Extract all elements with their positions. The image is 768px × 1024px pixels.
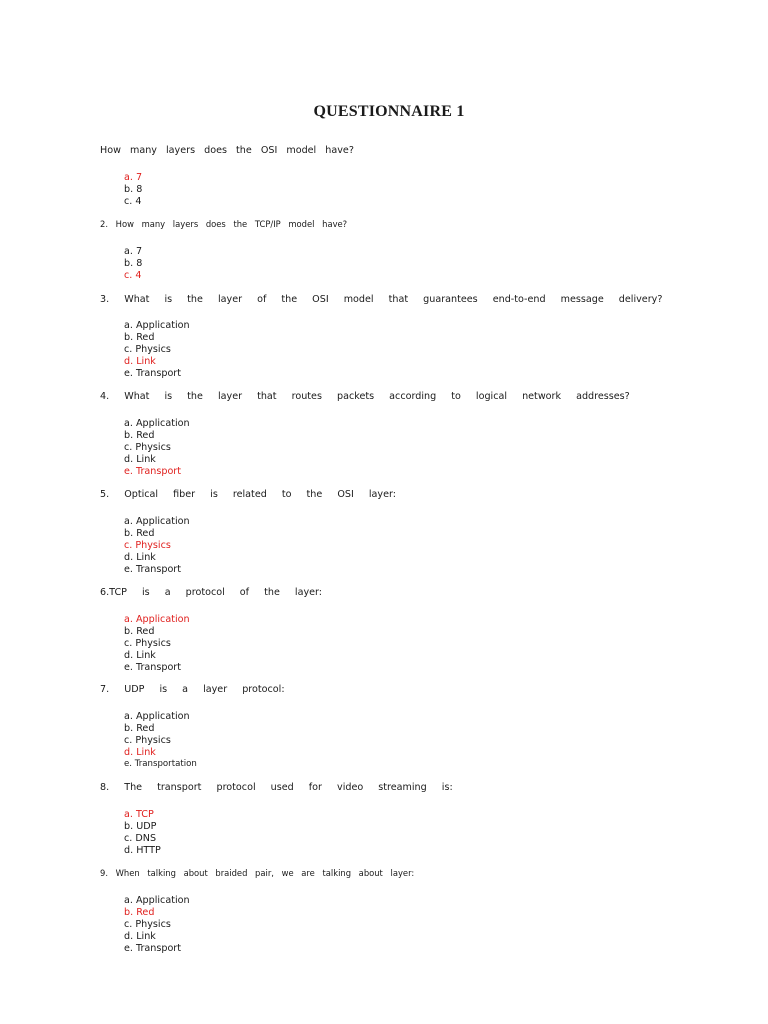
option-8b: b. UDP — [124, 820, 157, 832]
option-7c: c. Physics — [124, 734, 171, 746]
options-list-4 — [124, 418, 190, 477]
question-1: How many layers does the OSI model have? — [100, 145, 354, 156]
option-1b: b. 8 — [124, 183, 143, 195]
option-1c: c. 4 — [124, 195, 142, 207]
option-5c: c. Physics — [124, 539, 171, 551]
question-6: 6.TCP is a protocol of the layer: — [100, 587, 323, 598]
question-9: 9. When talking about braided pair, we are talking about layer: — [100, 868, 415, 878]
option-6e: e. Transport — [124, 661, 182, 673]
question-2: 2. How many layers does the TCP/IP model have? — [100, 219, 348, 229]
options-list-8 — [124, 809, 161, 857]
option-2b: b. 8 — [124, 257, 143, 269]
option-4a: a. Application — [124, 418, 190, 429]
option-8c: c. DNS — [124, 832, 157, 844]
option-1a: a. 7 — [124, 172, 143, 183]
option-4c: c. Physics — [124, 441, 171, 453]
option-7d: d. Link — [124, 746, 156, 758]
option-4e: e. Transport — [124, 465, 182, 477]
option-3a: a. Application — [124, 320, 190, 331]
question-8: 8. The transport protocol used for video streaming is: — [100, 782, 453, 793]
option-5d: d. Link — [124, 551, 156, 563]
option-9b: b. Red — [124, 906, 155, 918]
option-7a: a. Application — [124, 711, 190, 722]
option-3c: c. Physics — [124, 343, 171, 355]
option-2c: c. 4 — [124, 269, 142, 281]
option-2a: a. 7 — [124, 246, 143, 257]
option-5b: b. Red — [124, 527, 155, 539]
option-7e: e. Transportation — [124, 758, 197, 769]
options-list-2 — [124, 246, 142, 282]
option-6c: c. Physics — [124, 637, 171, 649]
options-list-9 — [124, 895, 190, 954]
question-7: 7. UDP is a layer protocol: — [100, 684, 285, 695]
options-list-3 — [124, 320, 190, 379]
option-9d: d. Link — [124, 930, 156, 942]
option-9a: a. Application — [124, 895, 190, 906]
option-9c: c. Physics — [124, 918, 171, 930]
option-6d: d. Link — [124, 649, 156, 661]
option-8d: d. HTTP — [124, 844, 161, 856]
option-8a: a. TCP — [124, 809, 154, 820]
option-6a: a. Application — [124, 614, 190, 625]
option-4b: b. Red — [124, 429, 155, 441]
options-list-5 — [124, 516, 190, 575]
option-6b: b. Red — [124, 625, 155, 637]
question-4: 4. What is the layer that routes packets according to logical network addresses? — [100, 391, 630, 402]
option-9e: e. Transport — [124, 942, 182, 954]
option-5e: e. Transport — [124, 563, 182, 575]
options-list-1 — [124, 172, 142, 208]
option-3d: d. Link — [124, 355, 156, 367]
option-4d: d. Link — [124, 453, 156, 465]
page-title: QUESTIONNAIRE 1 — [313, 103, 465, 120]
option-3b: b. Red — [124, 331, 155, 343]
option-7b: b. Red — [124, 722, 155, 734]
options-list-6 — [124, 614, 190, 673]
option-3e: e. Transport — [124, 367, 182, 379]
options-list-7 — [124, 711, 197, 770]
question-3: 3. What is the layer of the OSI model that guarantees end-to-end message delivery? — [100, 294, 663, 305]
question-5: 5. Optical fiber is related to the OSI layer: — [100, 489, 396, 500]
option-5a: a. Application — [124, 516, 190, 527]
